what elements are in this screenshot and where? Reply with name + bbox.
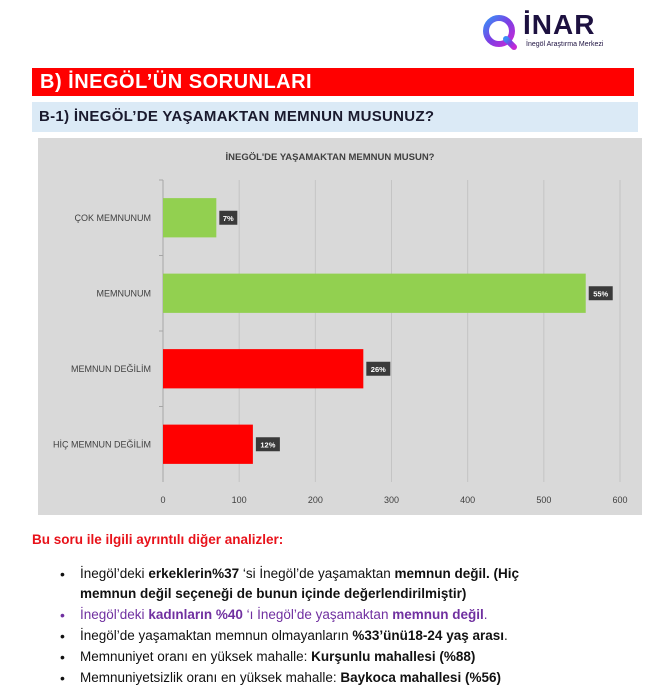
logo-brand: İNAR <box>523 9 596 40</box>
analysis-item <box>58 564 648 604</box>
x-tick-label: 100 <box>231 495 247 505</box>
analysis-text: İnegöl’deki <box>80 566 149 581</box>
x-tick-label: 200 <box>307 495 323 505</box>
chart-title: İNEGÖL'DE YAŞAMAKTAN MEMNUN MUSUN? <box>225 152 435 163</box>
analysis-item <box>58 626 648 646</box>
chart-background <box>38 138 642 515</box>
data-label: 26% <box>370 364 386 374</box>
analysis-text: ‘si İnegöl’de yaşamaktan <box>239 566 395 581</box>
analysis-text: İnegöl’de yaşamaktan memnun olmayanların <box>80 628 353 643</box>
data-label: 55% <box>593 289 609 299</box>
chart-svg <box>38 138 642 515</box>
analysis-item <box>58 647 648 667</box>
analysis-item <box>58 668 648 688</box>
y-category-label: ÇOK MEMNUNUM <box>74 212 151 223</box>
y-category-label: HİÇ MEMNUN DEĞİLİM <box>52 439 151 450</box>
analysis-bold-text: Kurşunlu mahallesi (%88) <box>311 649 476 664</box>
analysis-text: İnegöl’deki <box>80 607 149 622</box>
data-label: 7% <box>222 213 234 223</box>
logo-subtitle: İnegöl Araştırma Merkezi <box>526 41 604 48</box>
analysis-text: Memnuniyetsizlik oranı en yüksek mahalle: <box>80 670 341 685</box>
analysis-bold-text: kadınların %40 <box>148 607 243 622</box>
bar <box>163 349 363 388</box>
inar-logo-icon <box>480 13 520 53</box>
x-tick-label: 0 <box>160 495 166 505</box>
data-label: 12% <box>260 440 276 450</box>
analysis-list <box>58 564 648 689</box>
bar <box>163 425 253 464</box>
y-category-label: MEMNUNUM <box>96 288 151 299</box>
bar <box>163 198 216 237</box>
analysis-bold-text: memnun değil. (Hiç <box>394 566 519 581</box>
analysis-title: Bu soru ile ilgili ayrıntılı diğer analizler: <box>32 532 284 547</box>
analysis-bold-text: erkeklerin%37 <box>148 566 240 581</box>
bar <box>163 274 586 313</box>
satisfaction-chart <box>38 138 642 515</box>
x-tick-label: 400 <box>460 495 476 505</box>
section-title: B) İNEGÖL’ÜN SORUNLARI <box>32 68 634 96</box>
analysis-bold-text: memnun değil seçeneği de bunun içinde değerlendirilmiştir) <box>80 586 467 601</box>
analysis-text: Memnuniyet oranı en yüksek mahalle: <box>80 649 312 664</box>
analysis-item <box>58 605 648 625</box>
analysis-bold-text: Baykoca mahallesi (%56) <box>340 670 501 685</box>
analysis-text: ‘ı İnegöl’de yaşamaktan <box>242 607 393 622</box>
x-tick-label: 300 <box>383 495 400 505</box>
analysis-text: . <box>504 628 508 643</box>
x-tick-label: 600 <box>612 495 628 505</box>
x-tick-label: 500 <box>536 495 552 505</box>
analysis-bold-text: %33’ünü18-24 yaş arası <box>352 628 504 643</box>
analysis-text: . <box>483 607 488 622</box>
y-category-label: MEMNUN DEĞİLİM <box>70 363 151 374</box>
inar-logo <box>480 10 650 54</box>
subsection-title: B-1) İNEGÖL’DE YAŞAMAKTAN MEMNUN MUSUNUZ? <box>32 102 638 132</box>
analysis-bold-text: memnun değil <box>392 607 484 622</box>
